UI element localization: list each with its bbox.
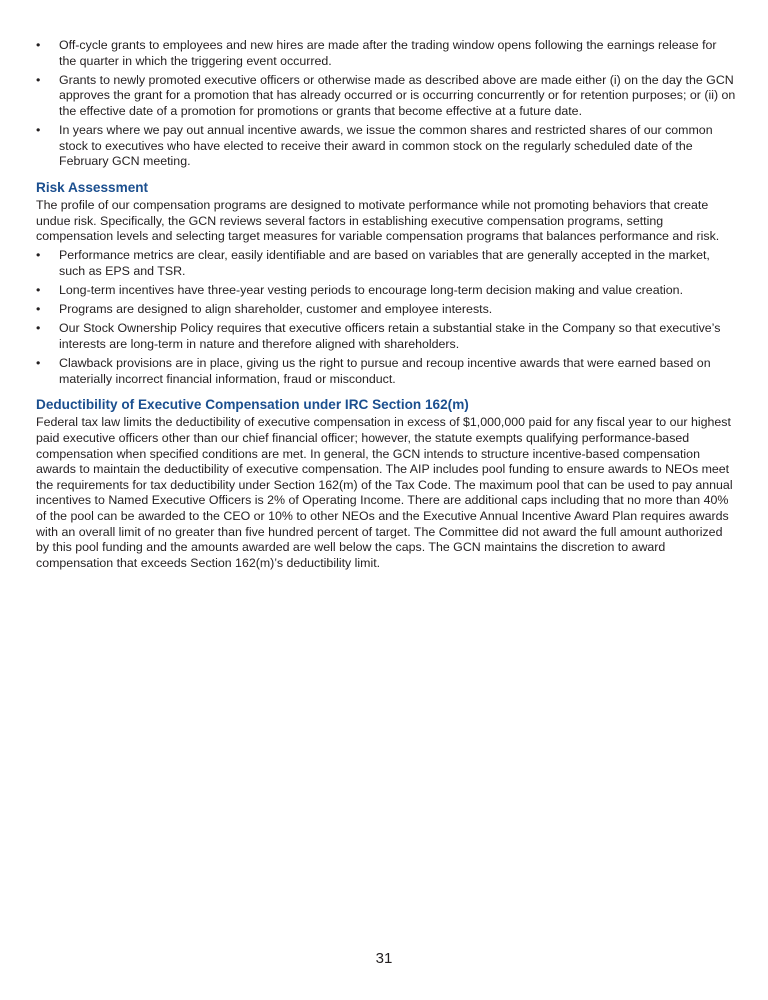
bullet-item — [36, 38, 736, 69]
grant-timing-bullet-list — [36, 38, 736, 170]
bullet-icon: • — [36, 248, 41, 263]
risk-assessment-bullet-list — [36, 248, 736, 387]
bullet-item — [36, 321, 736, 352]
page-number: 31 — [375, 950, 393, 967]
bullet-icon: • — [36, 283, 41, 298]
bullet-text: Off-cycle grants to employees and new hires are made after the trading window opens following the earnings release for the quarter in which the triggering event occurred. — [59, 38, 717, 68]
bullet-item — [36, 356, 736, 387]
bullet-item — [36, 302, 736, 318]
bullet-text: Clawback provisions are in place, giving us the right to pursue and recoup incentive awards that were earned based on materially incorrect financial information, fraud or misconduct. — [59, 356, 711, 386]
bullet-icon: • — [36, 38, 41, 52]
risk-assessment-heading: Risk Assessment — [36, 179, 149, 195]
bullet-icon: • — [36, 72, 41, 87]
deductibility-heading: Deductibility of Executive Compensation under IRC Section 162(m) — [36, 397, 469, 413]
bullet-text: In years where we pay out annual incentive awards, we issue the common shares and restricted shares of our common stock to executives who have elected to receive their award in common stock on the regularly scheduled date of the February GCN meeting. — [59, 123, 713, 169]
risk-assessment-intro: The profile of our compensation programs are designed to motivate performance while not promoting behaviors that create undue risk. Specifically, the GCN reviews several factors in establishing executive compensation programs, setting compensation levels and selecting target measures for variable compensation programs that balances performance and risk. — [36, 197, 720, 244]
bullet-icon: • — [36, 356, 41, 371]
bullet-text: Performance metrics are clear, easily identifiable and are based on variables that are generally accepted in the market, such as EPS and TSR. — [59, 248, 710, 278]
document-page — [36, 38, 736, 575]
bullet-item — [36, 248, 736, 279]
bullet-text: Long-term incentives have three-year vesting periods to encourage long-term decision making and value creation. — [59, 283, 684, 298]
bullet-icon: • — [36, 123, 41, 138]
bullet-icon: • — [36, 302, 41, 317]
bullet-text: Programs are designed to align shareholder, customer and employee interests. — [59, 302, 493, 317]
bullet-icon: • — [36, 321, 41, 336]
bullet-text: Our Stock Ownership Policy requires that executive officers retain a substantial stake in the Company so that executive’s interests are long-term in nature and therefore aligned with shareholders. — [59, 321, 721, 352]
deductibility-body: Federal tax law limits the deductibility of executive compensation in excess of $1,000,000 paid for any fiscal year to our highest paid executive officers other than our chief financial officer; however, the statute exempts qualifying performance-based compensation when specified conditions are met. In general, the GCN intends to structure incentive-based compensation awards to maintain the deductibility of executive compensation. The AIP includes pool funding to ensure awards to NEOs meet the requirements for tax deductibility under Section 162(m) of the Tax Code. The maximum pool that can be used to pay annual incentives to Named Executive Officers is 2% of Operating Income. There are additional caps including that no more than 40% of the pool can be awarded to the CEO or 10% to other NEOs and the Executive Annual Incentive Award Plan requires awards with an overall limit of no greater than five hundred percent of target. The Committee did not award the full amount authorized by this pool funding and the amounts awarded are well below the caps. The GCN maintains the discretion to award compensation that exceeds Section 162(m)’s deductibility limit. — [36, 415, 733, 570]
bullet-text: Grants to newly promoted executive officers or otherwise made as described above are made either (i) on the day the GCN approves the grant for a promotion that has already occurred or is occurring concurrently or for retention purposes; or (ii) on the effective date of a promotion for promotions or grants that become effective at a future date. — [59, 72, 736, 118]
bullet-item — [36, 73, 736, 120]
bullet-item — [36, 283, 736, 299]
bullet-item — [36, 123, 736, 170]
